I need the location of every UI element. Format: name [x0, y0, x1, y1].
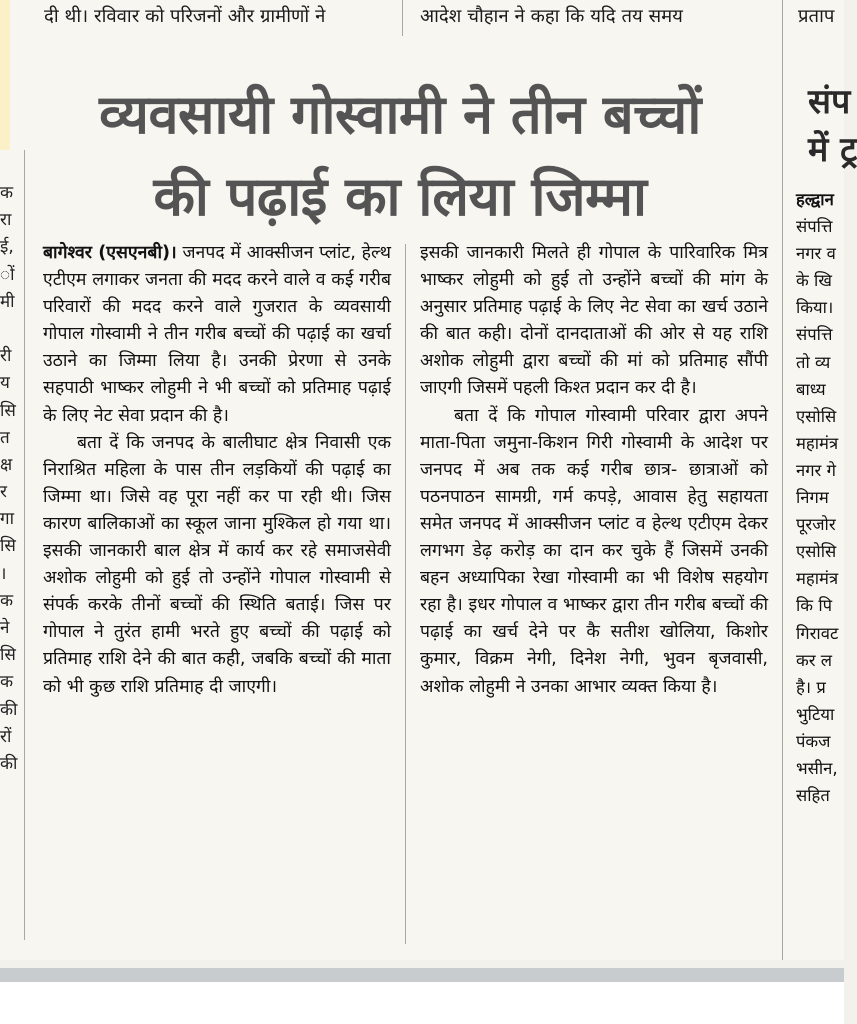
headline-line-2: की पढ़ाई का लिया जिम्मा [153, 165, 647, 228]
right-article-line: सहित [796, 786, 830, 806]
left-adjacent-fragments [0, 180, 16, 778]
right-article-line: के खि [796, 271, 832, 291]
right-article-column [796, 186, 844, 809]
right-article-headline [808, 78, 857, 174]
right-article-line: संपत्ति [796, 217, 833, 237]
right-article-line: गिरावट [796, 623, 839, 643]
right-article-line: किया। [796, 298, 834, 318]
column-rule-middle [405, 244, 406, 944]
left-fragment-line: सि [0, 400, 16, 421]
paragraph-4: बता दें कि गोपाल गोस्वामी परिवार द्वारा अपने माता-पिता जमुना-किशन गिरी गोस्वामी के आदेश पर जनपद में अब तक कई गरीब छात्र- छात्राओं को पठनपाठन सामग्री, गर्म कपड़े, आवास हेतु सहायता समेत जनपद में आक्सीजन प्लांट व हेल्थ एटीएम देकर लगभग डेढ़ करोड़ का दान कर चुके हैं जिसमें उनकी बहन अध्यापिका रेखा गोस्वामी का भी विशेष सहयोग रहा है। इधर गोपाल व भाष्कर द्वारा तीन गरीब बच्चों की पढ़ाई का खर्च देने पर कै सतीश खोलिया, किशोर कुमार, विक्रम नेगी, दिनेश नेगी, भुवन बृजवासी, अशोक लोहुमी ने उनका आभार व्यक्त किया है। [420, 405, 768, 697]
left-fragment-line: त [0, 427, 10, 448]
left-fragment-line: क [0, 183, 14, 203]
right-article-line: नगर व [796, 244, 836, 264]
right-article-line: पंकज [796, 731, 831, 751]
right-article-line: कर ल [796, 650, 833, 670]
column-rule-left [24, 150, 25, 940]
right-article-line: महामंत्र [796, 569, 839, 589]
right-headline-line-1: संप [808, 82, 851, 122]
left-fragment-line: रों [0, 726, 12, 747]
adjacent-ad-strip [0, 0, 10, 150]
left-fragment-line: मी [0, 291, 15, 312]
right-article-line: भुटिया [796, 704, 835, 724]
bottom-divider-band [0, 968, 844, 982]
left-fragment-line: गा [0, 509, 14, 530]
left-fragment-line: र [0, 482, 7, 503]
left-fragment-line: ों [0, 264, 15, 285]
right-article-line: तो व्य [796, 352, 831, 372]
right-article-line: निगम [796, 488, 829, 508]
right-article-line: कि पि [796, 596, 833, 616]
article-headline [20, 74, 780, 238]
right-headline-line-2: में ट्र [808, 130, 857, 170]
left-fragment-line: की [0, 699, 18, 720]
article-column-2 [420, 240, 768, 946]
paragraph-3: इसकी जानकारी मिलते ही गोपाल के पारिवारिक मित्र भाष्कर लोहुमी को हुई तो उन्होंने बच्चों की मांग के अनुसार प्रतिमाह पढ़ाई के लिए नेट सेवा का खर्च उठाने की बात कही। दोनों दानदाताओं की ओर से यह राशि अशोक लोहुमी द्वारा बच्चों की मां को प्रतिमाह सौंपी जाएगी जिसमें पहली किश्त प्रदान कर दी है। [420, 243, 768, 399]
left-fragment-line: सि [0, 645, 16, 666]
dateline: बागेश्वर (एसएनबी)। [43, 243, 177, 263]
right-article-line: संपत्ति [796, 325, 833, 345]
right-article-line: महामंत्र [796, 433, 839, 453]
left-fragment-line: की [0, 753, 18, 774]
right-article-line: एसोसि [796, 406, 837, 426]
left-fragment-line: क [0, 590, 14, 611]
prev-article-fragment-col2: आदेश चौहान ने कहा कि यदि तय समय [420, 6, 683, 27]
left-fragment-line: क [0, 672, 14, 693]
right-article-line: नगर गे [796, 460, 836, 480]
left-fragment-line: रा [0, 210, 12, 231]
prev-article-fragment-col1: दी थी। रविवार को परिजनों और ग्रामीणों ने [44, 6, 326, 27]
right-article-line: हल्द्वान [796, 190, 834, 209]
left-fragment-line: री [0, 346, 12, 367]
left-fragment-line: क्ष [0, 454, 13, 475]
left-fragment-line: सि [0, 536, 16, 557]
prev-article-fragment-col3: प्रताप [798, 6, 835, 27]
paragraph-1: जनपद में आक्सीजन प्लांट, हेल्थ एटीएम लगाकर जनता की मदद करने वाले व कई गरीब परिवारों की मदद करने वाले गुजरात के व्यवसायी गोपाल गोस्वामी ने तीन गरीब बच्चों की पढ़ाई का खर्चा उठाने का जिम्मा लिया है। उनकी प्रेरणा से उनके सहपाठी भाष्कर लोहुमी ने भी बच्चों को प्रतिमाह पढ़ाई के लिए नेट सेवा प्रदान की है। [43, 243, 392, 426]
article-column-1 [43, 240, 391, 946]
column-rule-right [782, 0, 783, 960]
left-fragment-line: य [0, 373, 10, 394]
right-article-line: एसोसि [796, 542, 837, 562]
left-fragment-line: ई, [0, 237, 14, 258]
bottom-margin [0, 982, 844, 1024]
left-fragment-line: । [0, 563, 7, 584]
left-fragment-line [0, 316, 16, 343]
headline-line-1: व्यवसायी गोस्वामी ने तीन बच्चों [99, 83, 701, 146]
right-article-line: बाध्य [796, 379, 826, 399]
right-article-line: पूरजोर [796, 515, 836, 535]
column-rule-top [402, 0, 403, 36]
right-article-line: है। प्र [796, 677, 826, 697]
left-fragment-line: ने [0, 618, 10, 638]
right-article-line: भसीन, [796, 758, 838, 778]
paragraph-2: बता दें कि जनपद के बालीघाट क्षेत्र निवासी एक निराश्रित महिला के पास तीन लड़कियों की पढ़ाई का जिम्मा था। जिसे वह पूरा नहीं कर पा रही थी। जिस कारण बालिकाओं का स्कूल जाना मुश्किल हो गया था। इसकी जानकारी बाल क्षेत्र में कार्य कर रहे समाजसेवी अशोक लोहुमी को हुई तो उन्होंने गोपाल गोस्वामी से संपर्क करके तीनों बच्चों की स्थिति बताई। जिस पर गोपाल ने तुरंत हामी भरते हुए बच्चों की पढ़ाई को प्रतिमाह राशि देने की बात कही, जबकि बच्चों की माता को भी कुछ राशि प्रतिमाह दी जाएगी। [43, 432, 391, 697]
